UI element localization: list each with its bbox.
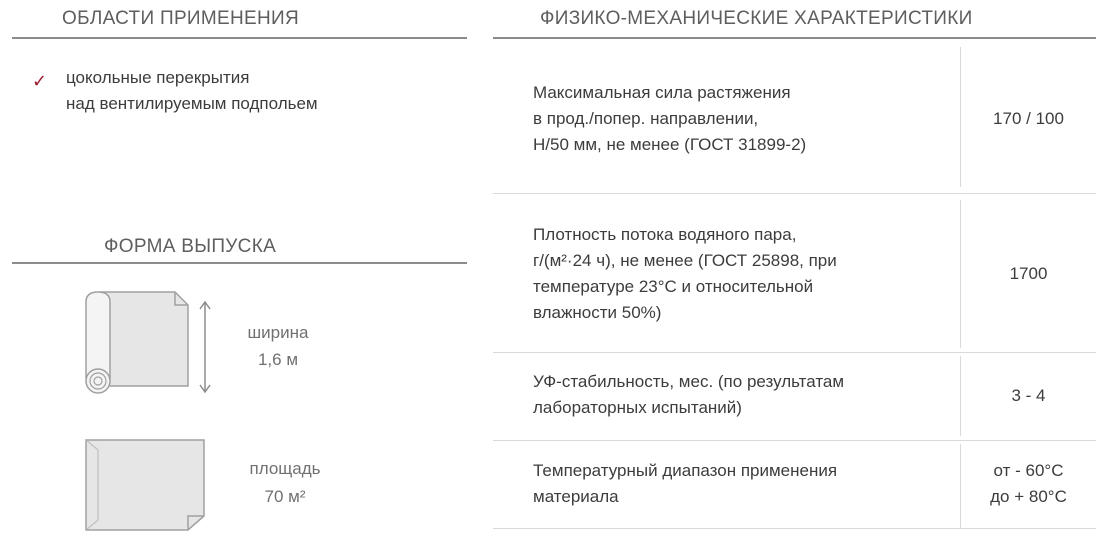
sheet-area-value: 70 м² (264, 487, 306, 506)
spec-value-line: 1700 (1009, 264, 1048, 283)
spec-row-description (533, 458, 837, 510)
specs-title: ФИЗИКО-МЕХАНИЧЕСКИЕ ХАРАКТЕРИСТИКИ (540, 8, 973, 29)
spec-value-line: до + 80°С (990, 487, 1067, 506)
roll-width-label: ширина (247, 323, 309, 342)
row-divider (493, 440, 1096, 441)
spec-line: Н/50 мм, не менее (ГОСТ 31899-2) (533, 135, 807, 154)
spec-row-description (533, 222, 837, 326)
row-divider (493, 193, 1096, 194)
spec-line: в прод./попер. направлении, (533, 109, 759, 128)
release-form-rule (12, 262, 467, 264)
spec-line: г/(м²·24 ч), не менее (ГОСТ 25898, при (533, 251, 837, 270)
spec-line: Максимальная сила растяжения (533, 83, 791, 102)
spec-row-value (961, 458, 1096, 510)
spec-row-description (533, 369, 844, 421)
spec-line: материала (533, 487, 619, 506)
spec-line: УФ-стабильность, мес. (по результатам (533, 372, 845, 391)
row-divider (493, 528, 1096, 529)
application-item (66, 65, 318, 117)
check-icon: ✓ (32, 71, 48, 91)
specs-rule (493, 37, 1096, 39)
application-line: над вентилируемым подпольем (66, 94, 318, 113)
applications-title: ОБЛАСТИ ПРИМЕНЕНИЯ (62, 8, 299, 29)
spec-value-line: от - 60°С (993, 461, 1064, 480)
height-arrow-icon (198, 300, 212, 394)
spec-line: температуре 23°С и относительной (533, 277, 814, 296)
sheet-area-label: площадь (249, 459, 321, 478)
applications-rule (12, 37, 467, 39)
row-divider (493, 352, 1096, 353)
spec-value-line: 170 / 100 (993, 109, 1064, 128)
release-form-title: ФОРМА ВЫПУСКА (104, 236, 277, 257)
spec-line: Температурный диапазон применения (533, 461, 838, 480)
spec-row-value (961, 383, 1096, 409)
roll-icon (78, 286, 193, 398)
application-line: цокольные перекрытия (66, 68, 250, 87)
sheet-icon (80, 436, 208, 532)
spec-line: Плотность потока водяного пара, (533, 225, 797, 244)
roll-width-value: 1,6 м (257, 350, 299, 369)
spec-line: лабораторных испытаний) (533, 398, 742, 417)
spec-row-description (533, 80, 806, 158)
spec-row-value (961, 261, 1096, 287)
spec-row-value (961, 106, 1096, 132)
spec-value-line: 3 - 4 (1011, 386, 1046, 405)
spec-line: влажности 50%) (533, 303, 662, 322)
